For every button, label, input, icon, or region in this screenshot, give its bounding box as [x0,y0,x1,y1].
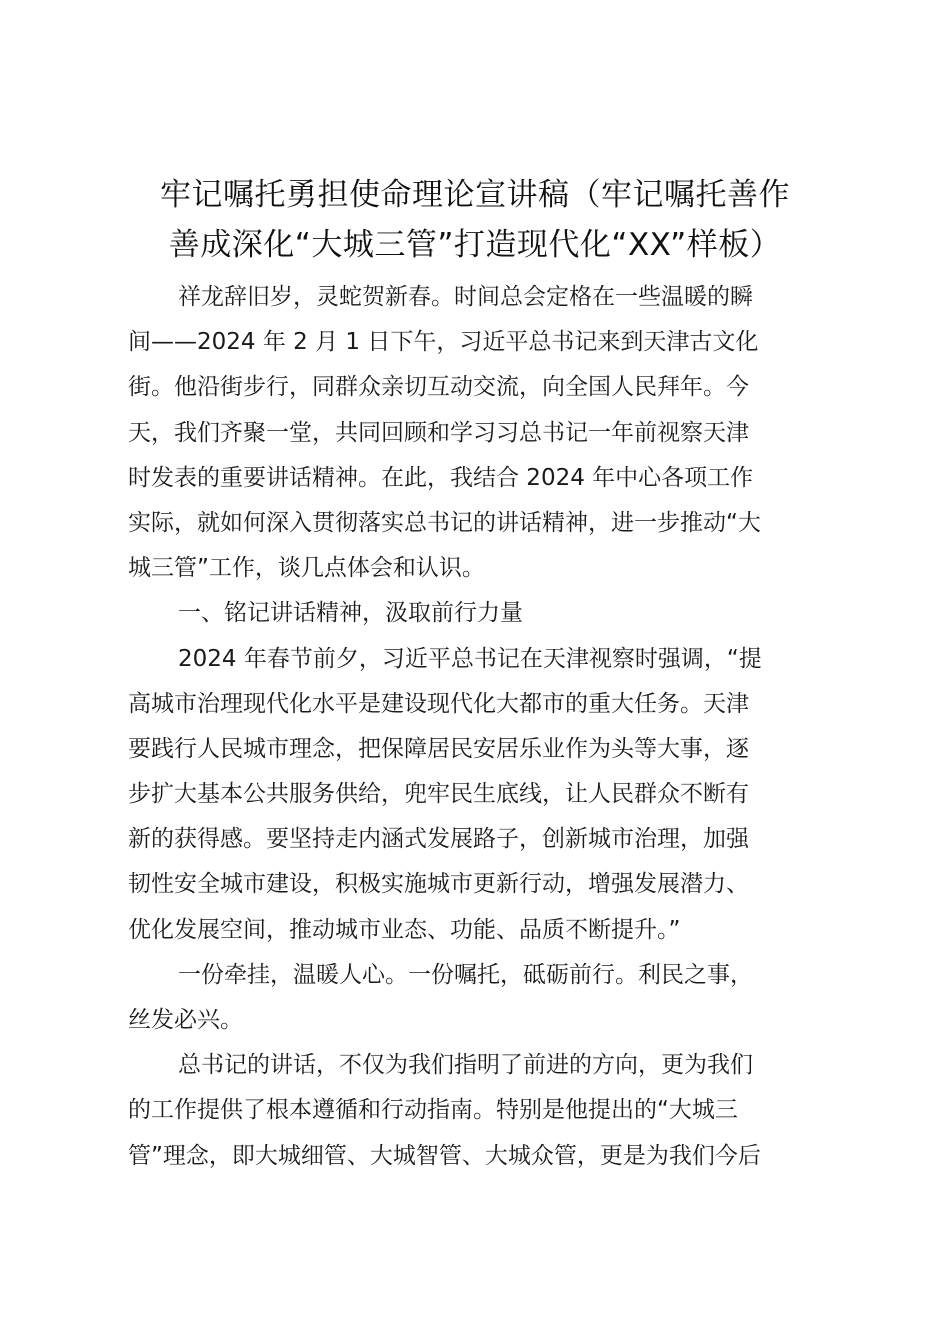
paragraph-4-line-2: 的工作提供了根本遵循和行动指南。特别是他提出的“大城三 [128,1097,738,1124]
paragraph-1-line-7: 城三管”工作，谈几点体会和认识。 [128,555,485,582]
paragraph-1-line-2: 间——2024 年 2 月 1 日下午，习近平总书记来到天津古文化 [128,329,759,356]
paragraph-1-line-5: 时发表的重要讲话精神。在此，我结合 2024 年中心各项工作 [128,464,754,491]
paragraph-2-line-1: 2024 年春节前夕，习近平总书记在天津视察时强调，“提 [178,645,762,672]
paragraph-4-line-1: 总书记的讲话，不仅为我们指明了前进的方向，更为我们 [178,1052,753,1079]
paragraph-2-line-7: 优化发展空间，推动城市业态、功能、品质不断提升。” [128,916,681,943]
paragraph-3-line-2: 丝发必兴。 [128,1007,243,1033]
paragraph-2-line-3: 要践行人民城市理念，把保障居民安居乐业作为头等大事，逐 [128,735,749,762]
paragraph-2-line-6: 韧性安全城市建设，积极实施城市更新行动，增强发展潜力、 [128,871,749,898]
paragraph-4-line-3: 管”理念，即大城细管、大城智管、大城众管，更是为我们今后 [128,1142,761,1169]
paragraph-3-line-1: 一份牵挂，温暖人心。一份嘱托，砥砺前行。利民之事， [178,961,753,988]
paragraph-1-line-4: 天，我们齐聚一堂，共同回顾和学习习总书记一年前视察天津 [128,419,749,446]
title-line-1: 牢记嘱托勇担使命理论宣讲稿（牢记嘱托善作 [160,177,790,213]
paragraph-1-line-3: 街。他沿街步行，同群众亲切互动交流，向全国人民拜年。今 [128,374,749,401]
paragraph-1-line-1: 祥龙辞旧岁，灵蛇贺新春。时间总会定格在一些温暖的瞬 [178,284,753,310]
paragraph-2-line-2: 高城市治理现代化水平是建设现代化大都市的重大任务。天津 [128,690,749,717]
paragraph-2-line-4: 步扩大基本公共服务供给，兜牢民生底线，让人民群众不断有 [128,781,749,808]
section-heading: 一、铭记讲话精神，汲取前行力量 [178,600,523,627]
document-title [110,170,840,270]
paragraph-1-line-6: 实际，就如何深入贯彻落实总书记的讲话精神，进一步推动“大 [128,509,761,536]
paragraph-2-line-5: 新的获得感。要坚持走内涵式发展路子，创新城市治理，加强 [128,826,749,853]
title-line-2: 善成深化“大城三管”打造现代化“XX”样板） [168,227,782,263]
document-body [128,275,828,1179]
